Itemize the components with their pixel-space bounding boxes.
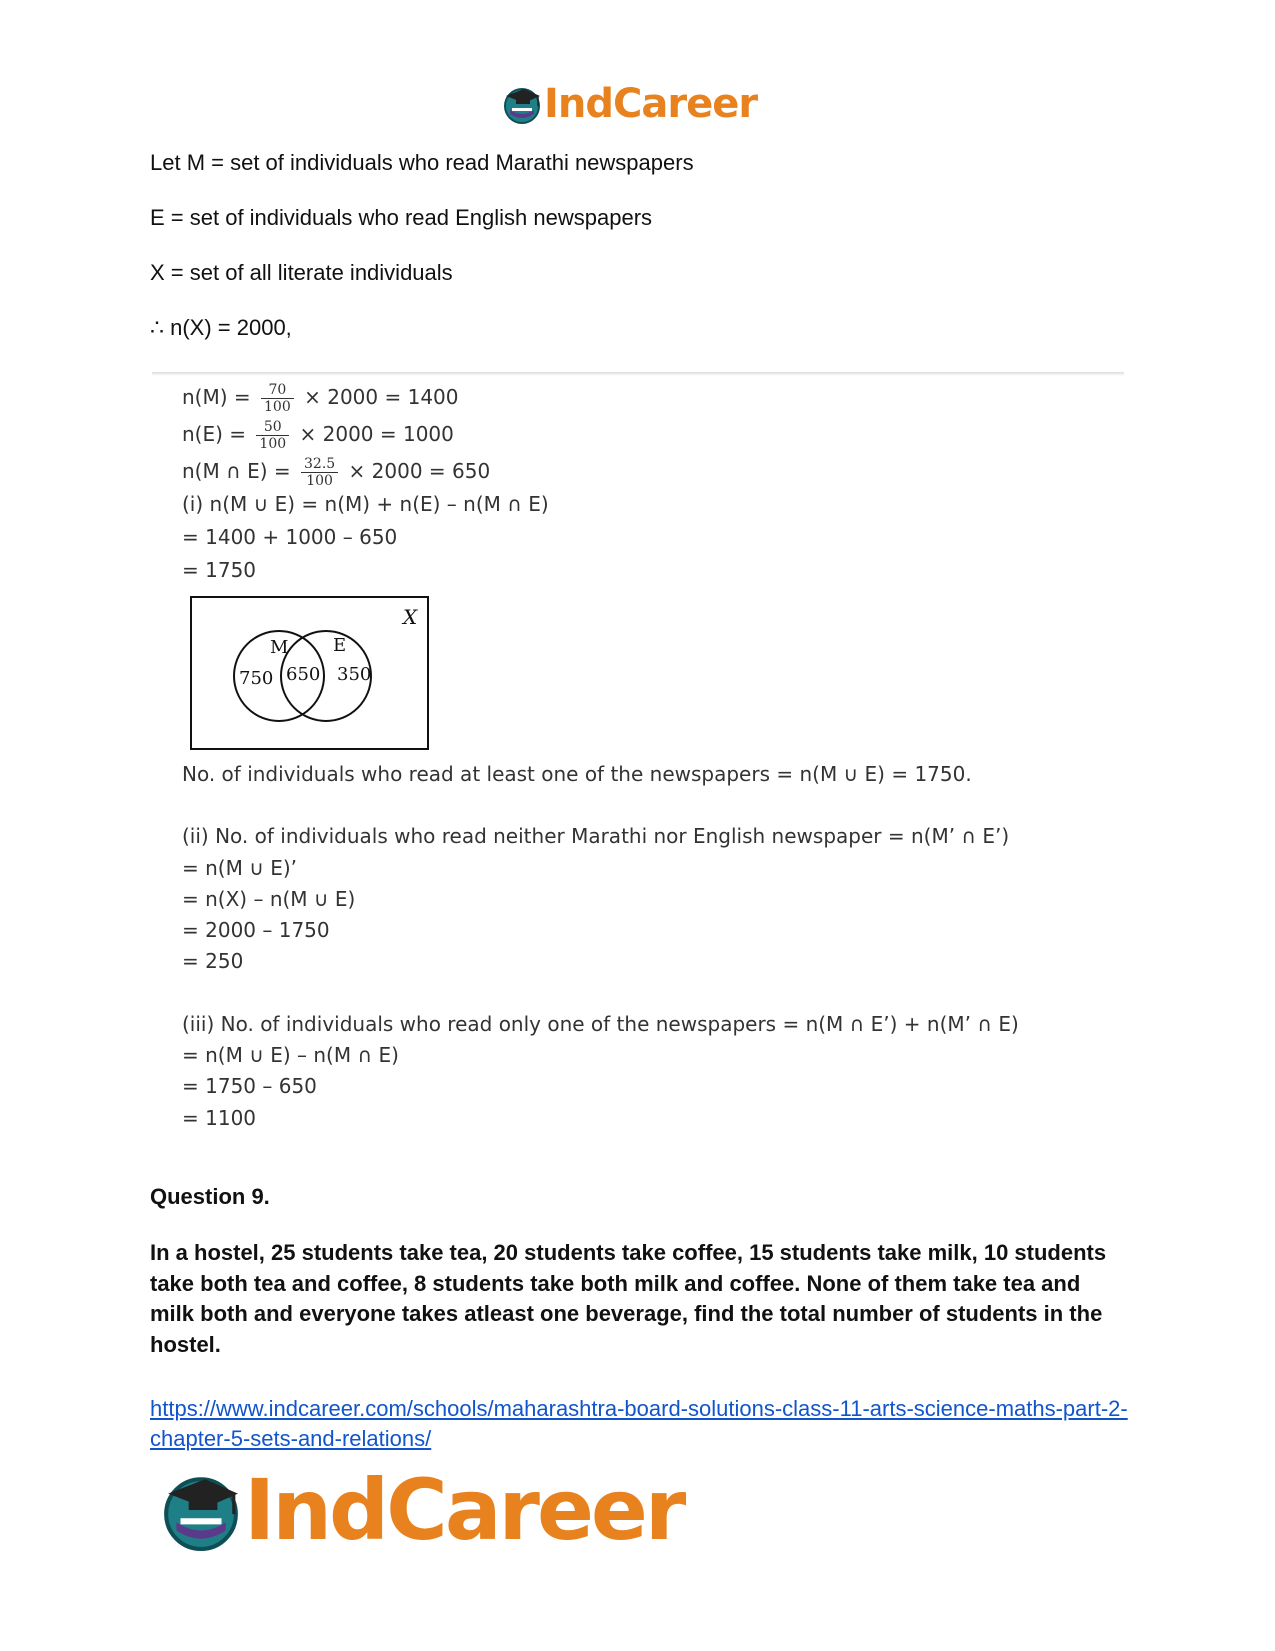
part2-line-5: = 250 <box>182 949 244 973</box>
n-m-lhs: n(M) = <box>182 385 251 409</box>
question-title: Question 9. <box>150 1184 270 1209</box>
n-m-numerator: 70 <box>261 382 294 399</box>
intro-line-m: Let M = set of individuals who read Marathi newspapers <box>150 150 694 175</box>
n-me-lhs: n(M ∩ E) = <box>182 459 291 483</box>
part3-line-4: = 1100 <box>182 1106 257 1130</box>
n-m-rhs: × 2000 = 1400 <box>304 385 459 409</box>
intro-line-nx: ∴ n(X) = 2000, <box>150 315 292 340</box>
n-e-denominator: 100 <box>259 436 287 452</box>
n-e-fraction <box>256 419 289 452</box>
n-e-lhs: n(E) = <box>182 422 247 446</box>
n-m-line <box>182 382 459 415</box>
venn-universe-label: X <box>403 605 418 629</box>
part1-line-3: = 1750 <box>182 558 257 582</box>
header-logo-text: IndCareer <box>544 81 758 127</box>
n-e-numerator: 50 <box>256 419 289 436</box>
venn-only-m-value: 750 <box>239 668 274 689</box>
n-me-numerator: 32.5 <box>301 456 338 473</box>
part3-line-3: = 1750 – 650 <box>182 1074 317 1098</box>
venn-intersection-value: 650 <box>286 664 321 685</box>
n-e-line <box>182 419 454 452</box>
part2-line-4: = 2000 – 1750 <box>182 918 330 942</box>
n-me-line <box>182 456 490 489</box>
n-m-fraction <box>261 382 294 415</box>
header-logo <box>502 82 757 126</box>
graduation-cap-globe-icon <box>502 84 542 124</box>
graduation-cap-globe-icon <box>160 1469 242 1551</box>
part1-line-2: = 1400 + 1000 – 650 <box>182 525 398 549</box>
venn-only-e-value: 350 <box>337 664 372 685</box>
part3-line-1: (iii) No. of individuals who read only one of the newspapers = n(M ∩ E’) + n(M’ ∩ E) <box>182 1012 1019 1036</box>
part2-line-2: = n(M ∪ E)’ <box>182 856 297 880</box>
intro-line-e: E = set of individuals who read English newspapers <box>150 205 653 230</box>
part2-line-3: = n(X) – n(M ∪ E) <box>182 887 356 911</box>
n-m-denominator: 100 <box>264 399 291 415</box>
n-me-rhs: × 2000 = 650 <box>348 459 491 483</box>
n-me-denominator: 100 <box>306 473 333 489</box>
source-link[interactable]: https://www.indcareer.com/schools/maharashtra-board-solutions-class-11-arts-science-maths-part-2-chapter-5-sets-and-relations/ <box>150 1396 1128 1451</box>
venn-set-e-label: E <box>333 635 347 656</box>
scan-top-edge <box>152 372 1124 376</box>
part2-line-1: (ii) No. of individuals who read neither Marathi nor English newspaper = n(M’ ∩ E’) <box>182 824 1010 848</box>
part1-conclusion: No. of individuals who read at least one of the newspapers = n(M ∪ E) = 1750. <box>182 762 972 786</box>
solution-scan <box>152 372 1124 1162</box>
venn-diagram <box>190 596 430 750</box>
intro-line-x: X = set of all literate individuals <box>150 260 453 285</box>
footer-logo <box>160 1461 684 1559</box>
part3-line-2: = n(M ∪ E) – n(M ∩ E) <box>182 1043 399 1067</box>
n-me-fraction <box>301 456 338 489</box>
footer-logo-text: IndCareer <box>244 1461 684 1559</box>
n-e-rhs: × 2000 = 1000 <box>299 422 454 446</box>
venn-set-m-label: M <box>270 637 289 658</box>
question-body: In a hostel, 25 students take tea, 20 students take coffee, 15 students take milk, 10 students take both tea and coffee, 8 students take both milk and coffee. None of them take tea and milk both and everyone takes atleast one beverage, find the total number of students in the hostel. <box>150 1240 1107 1357</box>
part1-line-1: (i) n(M ∪ E) = n(M) + n(E) – n(M ∩ E) <box>182 492 549 516</box>
